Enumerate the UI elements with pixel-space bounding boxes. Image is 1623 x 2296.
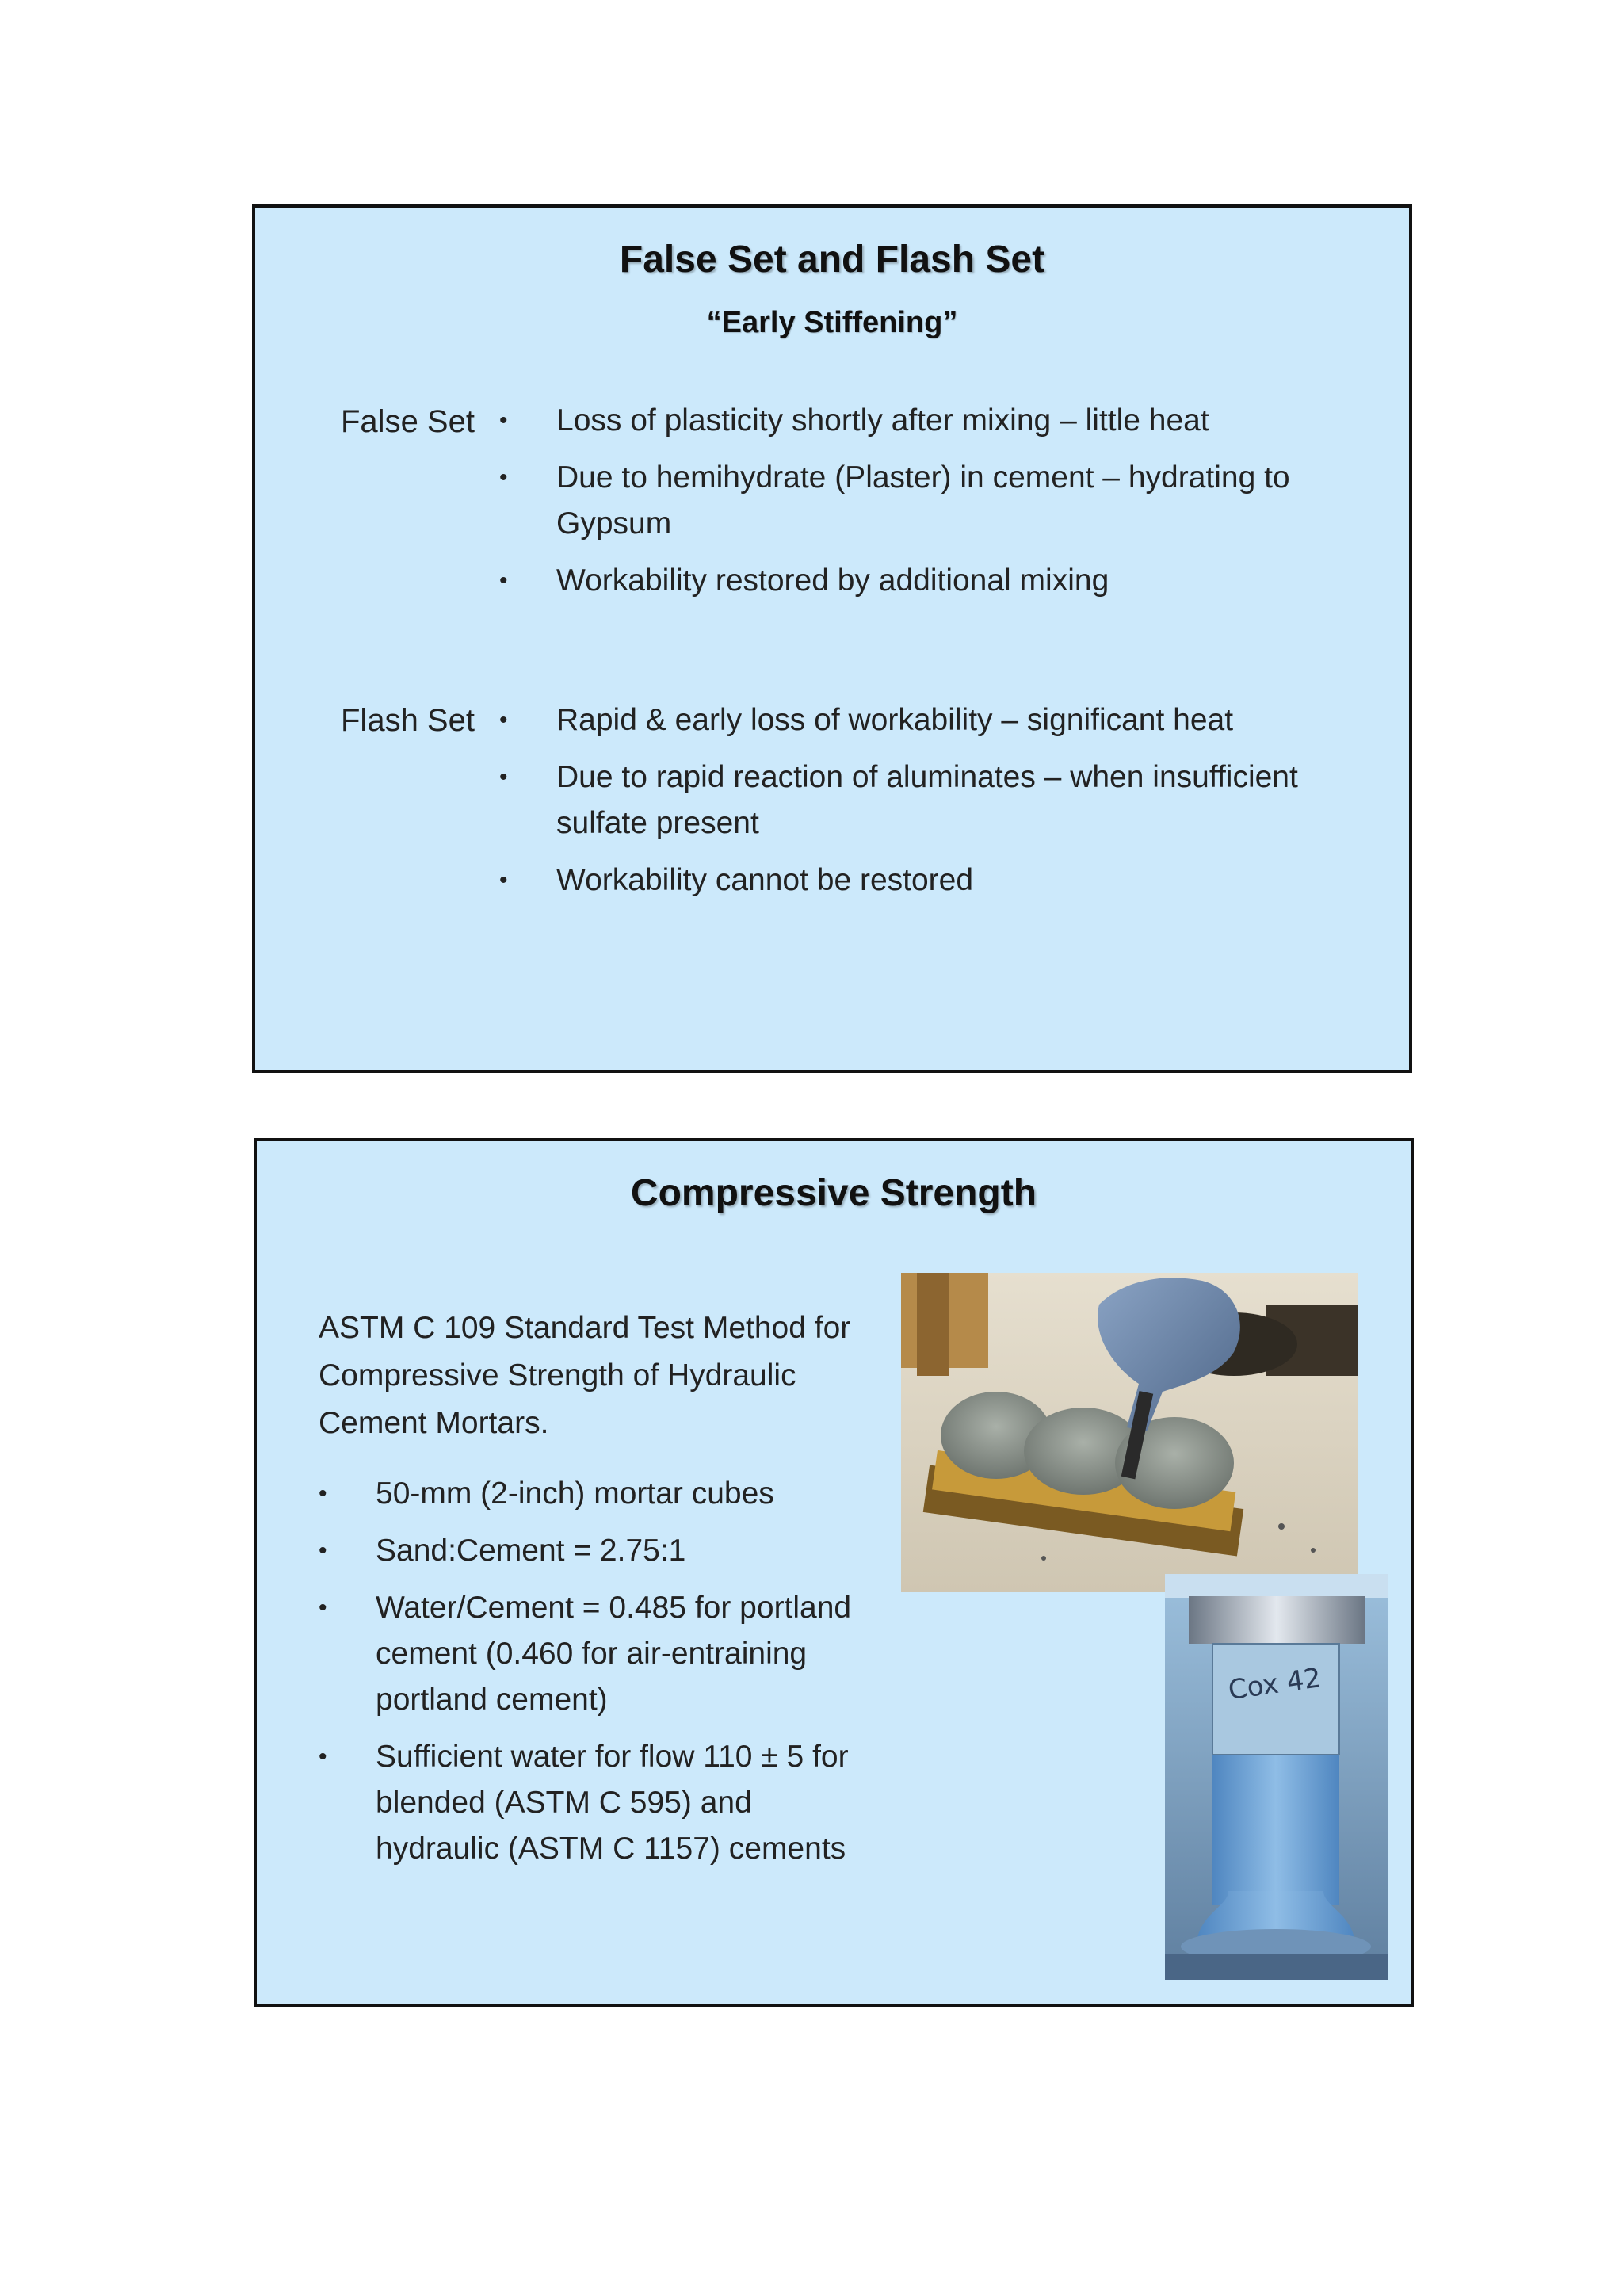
compression-test-illustration (1165, 1574, 1388, 1980)
slide1-subtitle: “Early Stiffening” (706, 306, 958, 339)
slide-compressive-strength (254, 1138, 1414, 2007)
bullet-item: • 50-mm (2-inch) mortar cubes (319, 1477, 774, 1511)
slide-false-set-flash-set (252, 204, 1412, 1073)
slide1-title: False Set and Flash Set (619, 239, 1045, 281)
bullet-item: • Sufficient water for flow 110 ± 5 for blended (ASTM C 595) and hydraulic (ASTM C 1157) cements (319, 1740, 849, 1866)
slide2-title: Compressive Strength (630, 1172, 1037, 1214)
compressive-bullets (319, 1471, 883, 1883)
specimen-label: Cox 42 (1226, 1662, 1323, 1707)
bullet-item: • Due to hemihydrate (Plaster) in cement – hydrating to Gypsum (499, 460, 1290, 541)
bullet-item: • Loss of plasticity shortly after mixing – little heat (499, 403, 1209, 437)
bullet-item: • Sand:Cement = 2.75:1 (319, 1534, 686, 1568)
bullet-item: • Workability cannot be restored (499, 863, 974, 897)
bullet-item: • Workability restored by additional mixing (499, 563, 1109, 598)
astm-intro-text: ASTM C 109 Standard Test Method for Compressive Strength of Hydraulic Cement Mortars. (319, 1311, 851, 1440)
bullet-item: • Due to rapid reaction of aluminates – when insufficient sulfate present (499, 760, 1298, 840)
flash-set-bullets (499, 697, 1365, 915)
false-set-label: False Set (341, 404, 475, 439)
compression-test-photo (1165, 1574, 1388, 1980)
bullet-item: • Water/Cement = 0.485 for portland cement (0.460 for air-entraining portland cement) (319, 1591, 852, 1717)
false-set-bullets (499, 398, 1365, 615)
flash-set-label: Flash Set (341, 703, 475, 738)
mortar-mold-illustration (901, 1273, 1358, 1592)
bullet-item: • Rapid & early loss of workability – significant heat (499, 703, 1234, 737)
mortar-mold-photo (901, 1273, 1358, 1592)
